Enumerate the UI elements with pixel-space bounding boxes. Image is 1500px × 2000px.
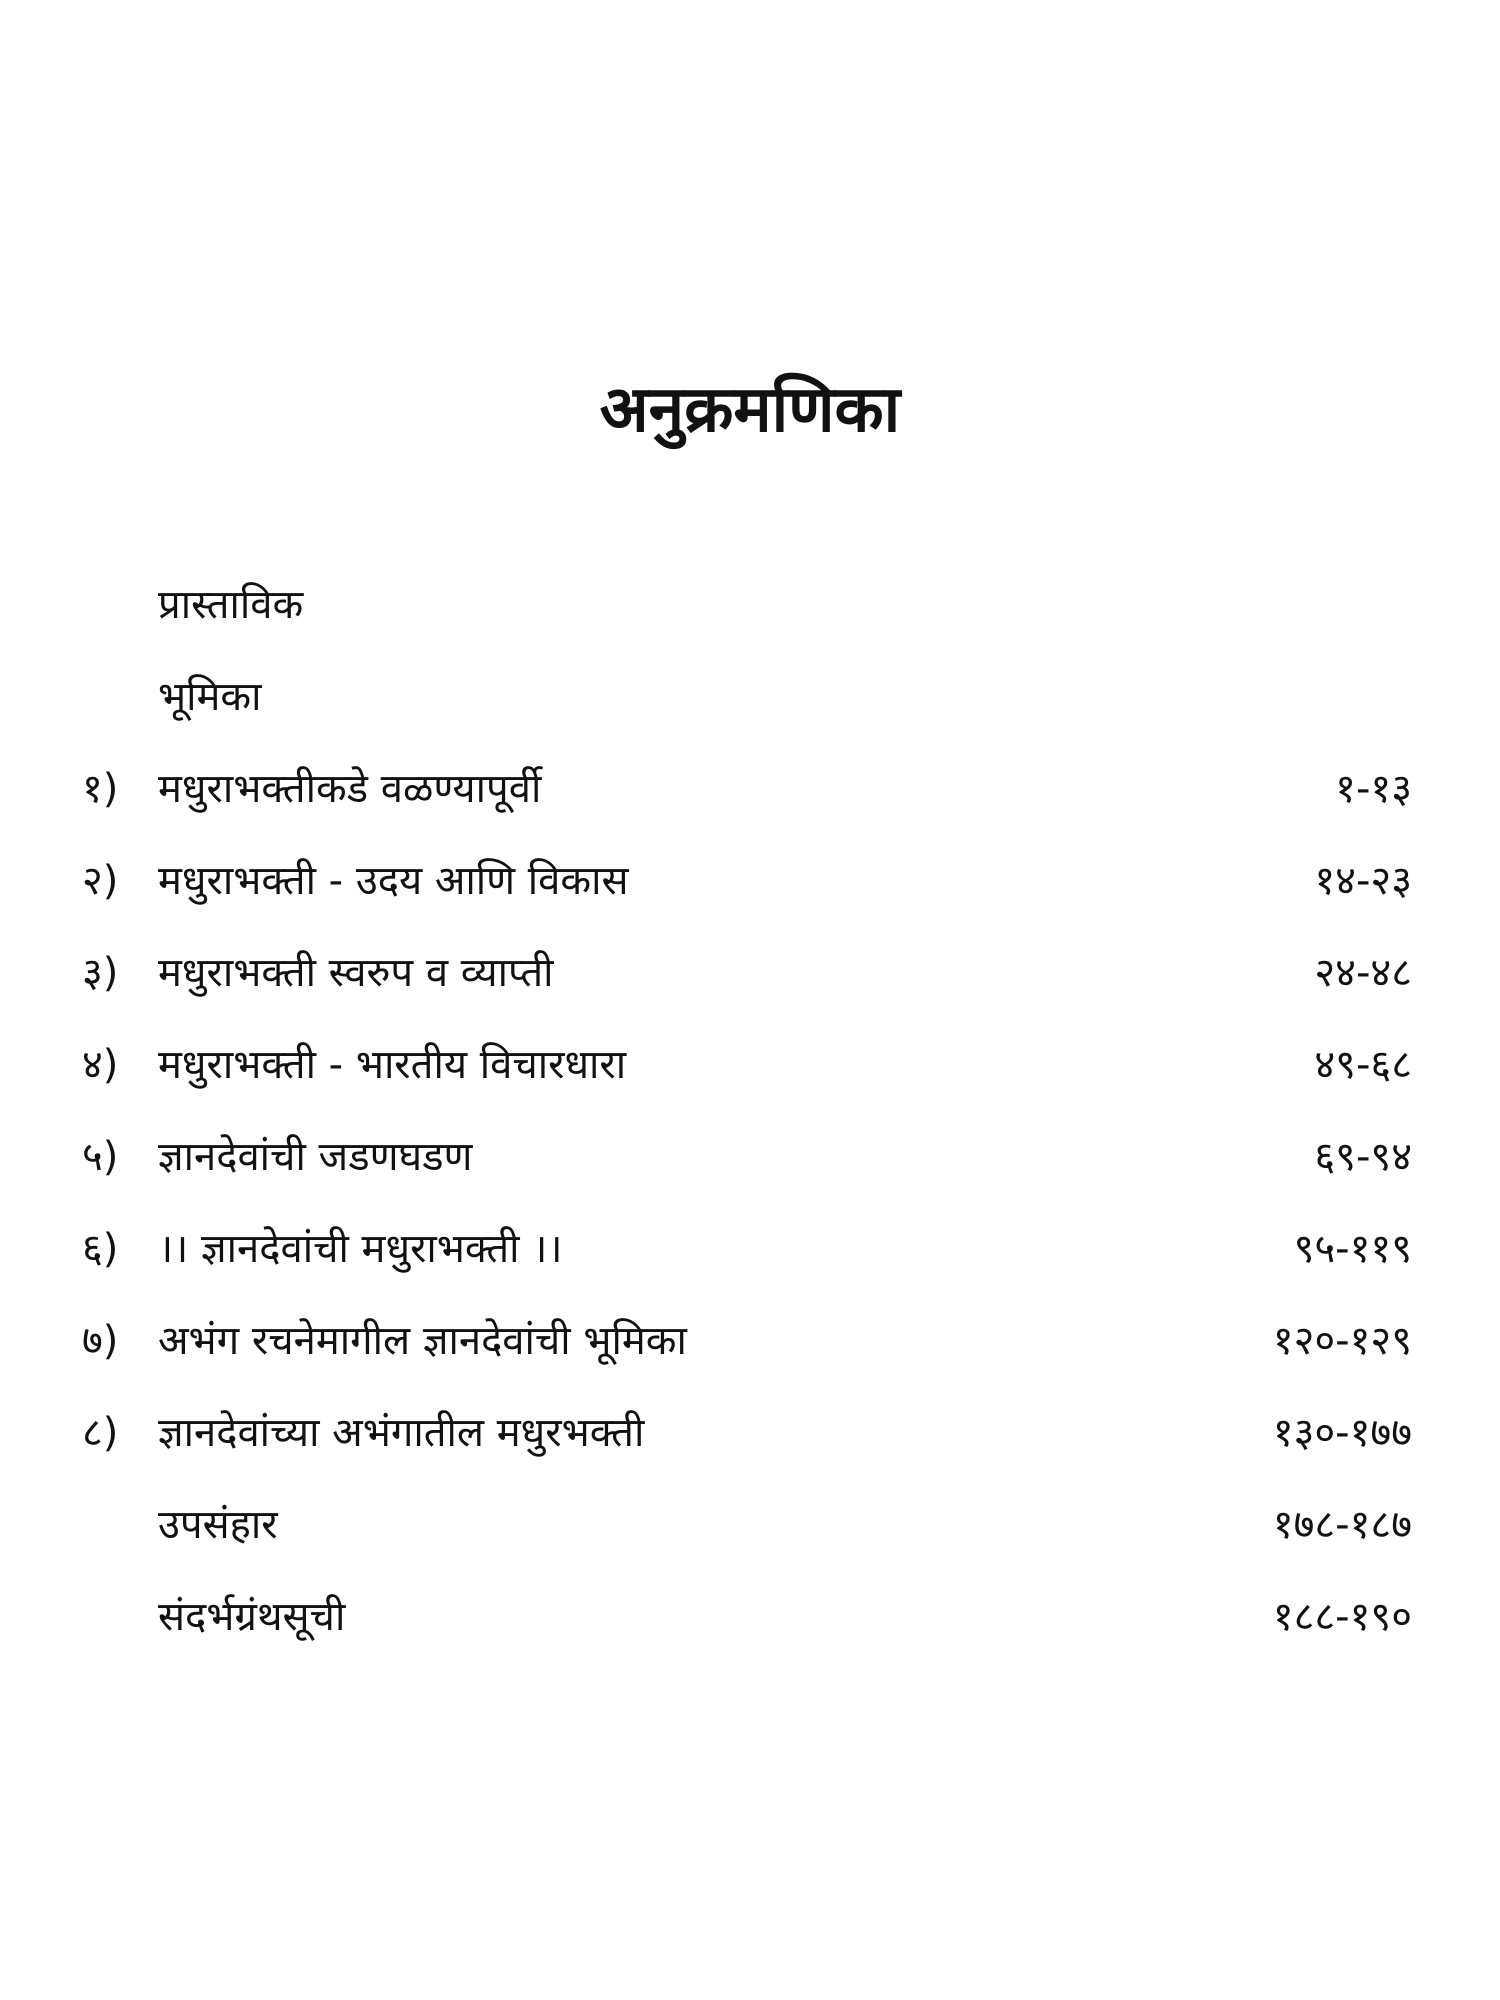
toc-entry-label: ज्ञानदेवांची जडणघडण [158, 1134, 473, 1180]
toc-entry-label: ज्ञानदेवांच्या अभंगातील मधुरभक्ती [158, 1410, 645, 1456]
toc-entry-label: मधुराभक्ती - उदय आणि विकास [158, 858, 629, 904]
toc-entry-number: २) [82, 858, 119, 904]
toc-entry-number: ४) [82, 1042, 119, 1088]
toc-entry-label: ।। ज्ञानदेवांची मधुराभक्ती ।। [158, 1226, 563, 1272]
toc-entry-chapter-1 [0, 759, 1500, 851]
toc-entry-chapter-5 [0, 1127, 1500, 1219]
toc-entry-pages: १४-२३ [1314, 858, 1412, 904]
toc-entry-chapter-2 [0, 851, 1500, 943]
toc-entry-conclusion [0, 1495, 1500, 1587]
toc-entry-number: ३) [82, 950, 119, 996]
toc-entry-pages: १३०-१७७ [1272, 1410, 1412, 1456]
toc-entry-number: ७) [82, 1318, 119, 1364]
toc-entry-pages: १७८-१८७ [1272, 1502, 1412, 1548]
toc-entry-label: उपसंहार [158, 1502, 278, 1548]
toc-entry-introduction [0, 575, 1500, 667]
toc-entry-preface [0, 667, 1500, 759]
toc-entry-label: मधुराभक्तीकडे वळण्यापूर्वी [158, 766, 542, 812]
toc-entry-label: संदर्भग्रंथसूची [158, 1594, 346, 1640]
table-of-contents [0, 575, 1500, 1679]
toc-entry-label: भूमिका [158, 674, 262, 720]
toc-entry-label: मधुराभक्ती - भारतीय विचारधारा [158, 1042, 627, 1088]
toc-entry-chapter-6 [0, 1219, 1500, 1311]
toc-entry-label: मधुराभक्ती स्वरुप व व्याप्ती [158, 950, 554, 996]
toc-entry-chapter-8 [0, 1403, 1500, 1495]
toc-entry-label: प्रास्ताविक [158, 582, 304, 628]
toc-entry-pages: १-१३ [1335, 766, 1412, 812]
toc-entry-number: ५) [82, 1134, 119, 1180]
toc-entry-pages: ६९-९४ [1314, 1134, 1412, 1180]
toc-entry-number: ६) [82, 1226, 119, 1272]
toc-entry-pages: १२०-१२९ [1272, 1318, 1412, 1364]
toc-entry-chapter-3 [0, 943, 1500, 1035]
toc-entry-label: अभंग रचनेमागील ज्ञानदेवांची भूमिका [158, 1318, 687, 1364]
toc-entry-number: ८) [82, 1410, 119, 1456]
toc-entry-bibliography [0, 1587, 1500, 1679]
toc-entry-number: १) [82, 766, 119, 812]
toc-entry-chapter-4 [0, 1035, 1500, 1127]
toc-entry-pages: ९५-११९ [1293, 1226, 1412, 1272]
toc-entry-pages: २४-४८ [1314, 950, 1412, 996]
page-title: अनुक्रमणिका [599, 373, 901, 447]
toc-entry-pages: १८८-१९० [1272, 1594, 1412, 1640]
toc-entry-pages: ४९-६८ [1314, 1042, 1412, 1088]
toc-entry-chapter-7 [0, 1311, 1500, 1403]
